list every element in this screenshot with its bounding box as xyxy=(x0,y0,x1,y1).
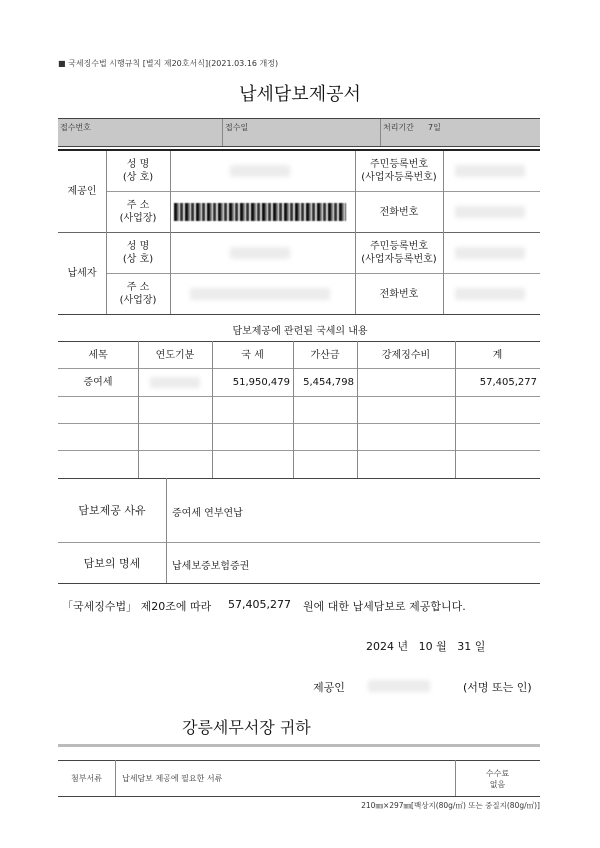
provider-address-label-line2: (사업장) xyxy=(119,213,157,224)
collateral-label: 담보의 명세 xyxy=(83,557,141,570)
reception-bar xyxy=(58,119,540,146)
attachment-value: 납세담보 제공에 필요한 서류 xyxy=(122,774,223,783)
reason-value: 증여세 연부연납 xyxy=(172,508,243,519)
fee-value: 없음 xyxy=(489,779,506,789)
redacted-taxpayer-id xyxy=(455,247,525,259)
taxpayer-address-label-line2: (사업장) xyxy=(119,295,157,306)
col-header-national-tax: 국 세 xyxy=(241,349,264,361)
provider-section-label: 제공인 xyxy=(67,186,97,197)
taxpayer-address-label xyxy=(106,274,170,314)
redacted-signature-name xyxy=(368,680,430,692)
taxpayer-phone-label: 전화번호 xyxy=(379,288,419,300)
taxpayer-id-label-line1: 주민등록번호 xyxy=(370,241,428,252)
redacted-taxpayer-phone xyxy=(455,288,525,300)
provider-id-label-line1: 주민등록번호 xyxy=(370,159,428,170)
statement-amount: 57,405,277 xyxy=(228,598,291,611)
cell-surcharge: 5,454,798 xyxy=(303,377,354,388)
paper-spec-footer: 210㎜×297㎜[백상지(80g/㎡) 또는 중질지(80g/㎡)] xyxy=(361,801,540,810)
date-year-unit: 년 xyxy=(397,640,409,653)
redacted-provider-address xyxy=(174,203,346,221)
col-header-year: 연도기분 xyxy=(155,349,195,361)
signature-label: 제공인 xyxy=(313,681,345,694)
redacted-provider-id xyxy=(455,165,525,177)
provider-address-label xyxy=(106,192,170,232)
statement-prefix: 「국세징수법」 제20조에 따라 xyxy=(62,600,212,613)
redacted-taxpayer-address xyxy=(190,288,330,300)
provider-address-label-line1: 주 소 xyxy=(126,200,150,211)
col-header-enforcement: 강제징수비 xyxy=(381,349,431,361)
processing-period-value: 7일 xyxy=(428,123,441,132)
statement-suffix: 원에 대한 납세담보로 제공합니다. xyxy=(303,600,466,613)
redacted-taxpayer-name xyxy=(230,247,290,259)
col-header-surcharge: 가산금 xyxy=(310,349,340,361)
taxpayer-name-label-line2: (상 호) xyxy=(122,254,154,265)
cell-tax-item: 증여세 xyxy=(83,377,113,388)
addressee: 강릉세무서장 귀하 xyxy=(182,718,311,737)
taxpayer-section-label: 납세자 xyxy=(67,268,97,279)
receipt-date-label: 접수일 xyxy=(225,123,249,132)
tax-table-caption: 담보제공에 관련된 국세의 내용 xyxy=(232,326,368,337)
date-month: 10 xyxy=(418,640,433,653)
date-day: 31 xyxy=(457,640,472,653)
fee-info xyxy=(455,761,540,796)
provider-phone-label: 전화번호 xyxy=(379,206,419,218)
collateral-value: 납세보증보험증권 xyxy=(172,561,250,572)
receipt-no-label: 접수번호 xyxy=(60,123,91,132)
provider-id-label-line2: (사업자등록번호) xyxy=(361,172,437,183)
taxpayer-address-label-line1: 주 소 xyxy=(126,282,150,293)
form-reference: ■ 국세징수법 시행규칙 [별지 제20호서식](2021.03.16 개정) xyxy=(58,59,279,68)
page-title: 납세담보제공서 xyxy=(239,84,361,105)
provider-id-label xyxy=(355,151,443,191)
date-day-unit: 일 xyxy=(474,640,486,653)
fee-label: 수수료 xyxy=(485,768,510,778)
application-date xyxy=(366,638,485,654)
taxpayer-name-label xyxy=(106,233,170,273)
redacted-provider-name xyxy=(230,165,290,177)
col-header-total: 계 xyxy=(492,349,503,361)
cell-total: 57,405,277 xyxy=(479,377,537,388)
taxpayer-name-label-line1: 성 명 xyxy=(126,241,150,252)
provider-name-label-line1: 성 명 xyxy=(126,159,150,170)
redacted-year xyxy=(150,377,200,388)
date-month-unit: 월 xyxy=(436,640,447,653)
attachment-label: 첨부서류 xyxy=(71,774,102,783)
provider-name-label-line2: (상 호) xyxy=(122,172,154,183)
col-header-tax-item: 세목 xyxy=(88,349,108,361)
signature-note: (서명 또는 인) xyxy=(463,681,532,694)
taxpayer-id-label-line2: (사업자등록번호) xyxy=(361,254,437,265)
taxpayer-id-label xyxy=(355,233,443,273)
processing-period-label: 처리기간 xyxy=(383,123,414,132)
date-year: 2024 xyxy=(366,640,394,653)
provider-name-label xyxy=(106,151,170,191)
cell-national-tax: 51,950,479 xyxy=(232,377,290,388)
redacted-provider-phone xyxy=(455,206,525,218)
reason-label: 담보제공 사유 xyxy=(78,504,146,517)
